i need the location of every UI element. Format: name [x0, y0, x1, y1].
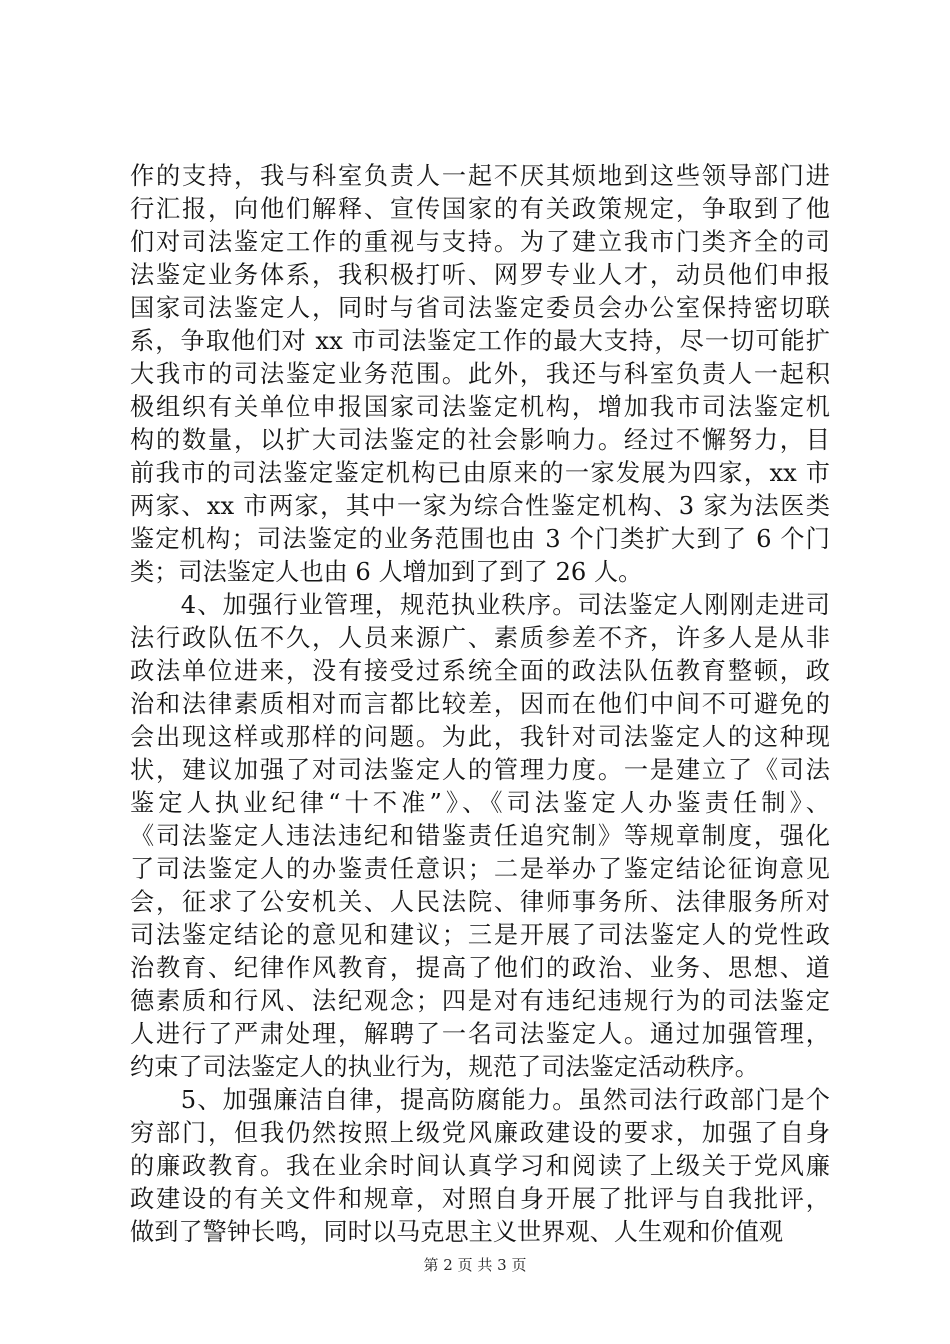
text-line: 鉴定人执业纪律“十不准”》、《司法鉴定人办鉴责任制》、: [130, 789, 830, 817]
text-line: 了司法鉴定人的办鉴责任意识；二是举办了鉴定结论征询意见: [130, 855, 830, 883]
text-line: 行汇报，向他们解释、宣传国家的有关政策规定，争取到了他: [130, 195, 830, 223]
text-line: 会，征求了公安机关、人民法院、律师事务所、法律服务所对: [130, 888, 830, 916]
text-line: 做到了警钟长鸣，同时以马克思主义世界观、人生观和价值观: [130, 1218, 784, 1246]
text-line: 会出现这样或那样的问题。为此，我针对司法鉴定人的这种现: [130, 723, 830, 751]
text-line: 政法单位进来，没有接受过系统全面的政法队伍教育整顿，政: [130, 657, 830, 685]
text-line: 系，争取他们对 xx 市司法鉴定工作的最大支持，尽一切可能扩: [130, 327, 830, 355]
text-line: 约束了司法鉴定人的执业行为，规范了司法鉴定活动秩序。: [130, 1053, 759, 1081]
text-line: 大我市的司法鉴定业务范围。此外，我还与科室负责人一起积: [130, 360, 830, 388]
body-text: [130, 160, 830, 1249]
text-line: 状，建议加强了对司法鉴定人的管理力度。一是建立了《司法: [130, 756, 830, 784]
paragraph: [130, 160, 830, 589]
text-line: 鉴定机构；司法鉴定的业务范围也由 3 个门类扩大到了 6 个门: [130, 525, 830, 553]
text-line: 两家、xx 市两家，其中一家为综合性鉴定机构、3 家为法医类: [130, 492, 830, 520]
text-line: 人进行了严肃处理，解聘了一名司法鉴定人。通过加强管理，: [130, 1020, 830, 1048]
text-line: 国家司法鉴定人，同时与省司法鉴定委员会办公室保持密切联: [130, 294, 830, 322]
text-line: 治教育、纪律作风教育，提高了他们的政治、业务、思想、道: [130, 954, 830, 982]
text-line: 作的支持，我与科室负责人一起不厌其烦地到这些领导部门进: [130, 162, 830, 190]
text-line: 《司法鉴定人违法违纪和错鉴责任追究制》等规章制度，强化: [130, 822, 830, 850]
text-line: 4、加强行业管理，规范执业秩序。司法鉴定人刚刚走进司: [130, 591, 830, 619]
text-line: 的廉政教育。我在业余时间认真学习和阅读了上级关于党风廉: [130, 1152, 830, 1180]
text-line: 前我市的司法鉴定鉴定机构已由原来的一家发展为四家，xx 市: [130, 459, 830, 487]
text-line: 治和法律素质相对而言都比较差，因而在他们中间不可避免的: [130, 690, 830, 718]
page-footer: 第 2 页 共 3 页: [423, 1256, 527, 1274]
paragraph: [130, 1084, 830, 1249]
paragraph: [130, 589, 830, 1084]
text-line: 德素质和行风、法纪观念；四是对有违纪违规行为的司法鉴定: [130, 987, 830, 1015]
text-line: 穷部门，但我仍然按照上级党风廉政建设的要求，加强了自身: [130, 1119, 830, 1147]
text-line: 法行政队伍不久，人员来源广、素质参差不齐，许多人是从非: [130, 624, 830, 652]
text-line: 极组织有关单位申报国家司法鉴定机构，增加我市司法鉴定机: [130, 393, 830, 421]
text-line: 构的数量，以扩大司法鉴定的社会影响力。经过不懈努力，目: [130, 426, 830, 454]
text-line: 司法鉴定结论的意见和建议；三是开展了司法鉴定人的党性政: [130, 921, 830, 949]
text-line: 政建设的有关文件和规章，对照自身开展了批评与自我批评，: [130, 1185, 830, 1213]
text-line: 们对司法鉴定工作的重视与支持。为了建立我市门类齐全的司: [130, 228, 830, 256]
text-line: 类；司法鉴定人也由 6 人增加到了到了 26 人。: [130, 558, 643, 586]
text-line: 法鉴定业务体系，我积极打听、网罗专业人才，动员他们申报: [130, 261, 830, 289]
text-line: 5、加强廉洁自律，提高防腐能力。虽然司法行政部门是个: [130, 1086, 830, 1114]
